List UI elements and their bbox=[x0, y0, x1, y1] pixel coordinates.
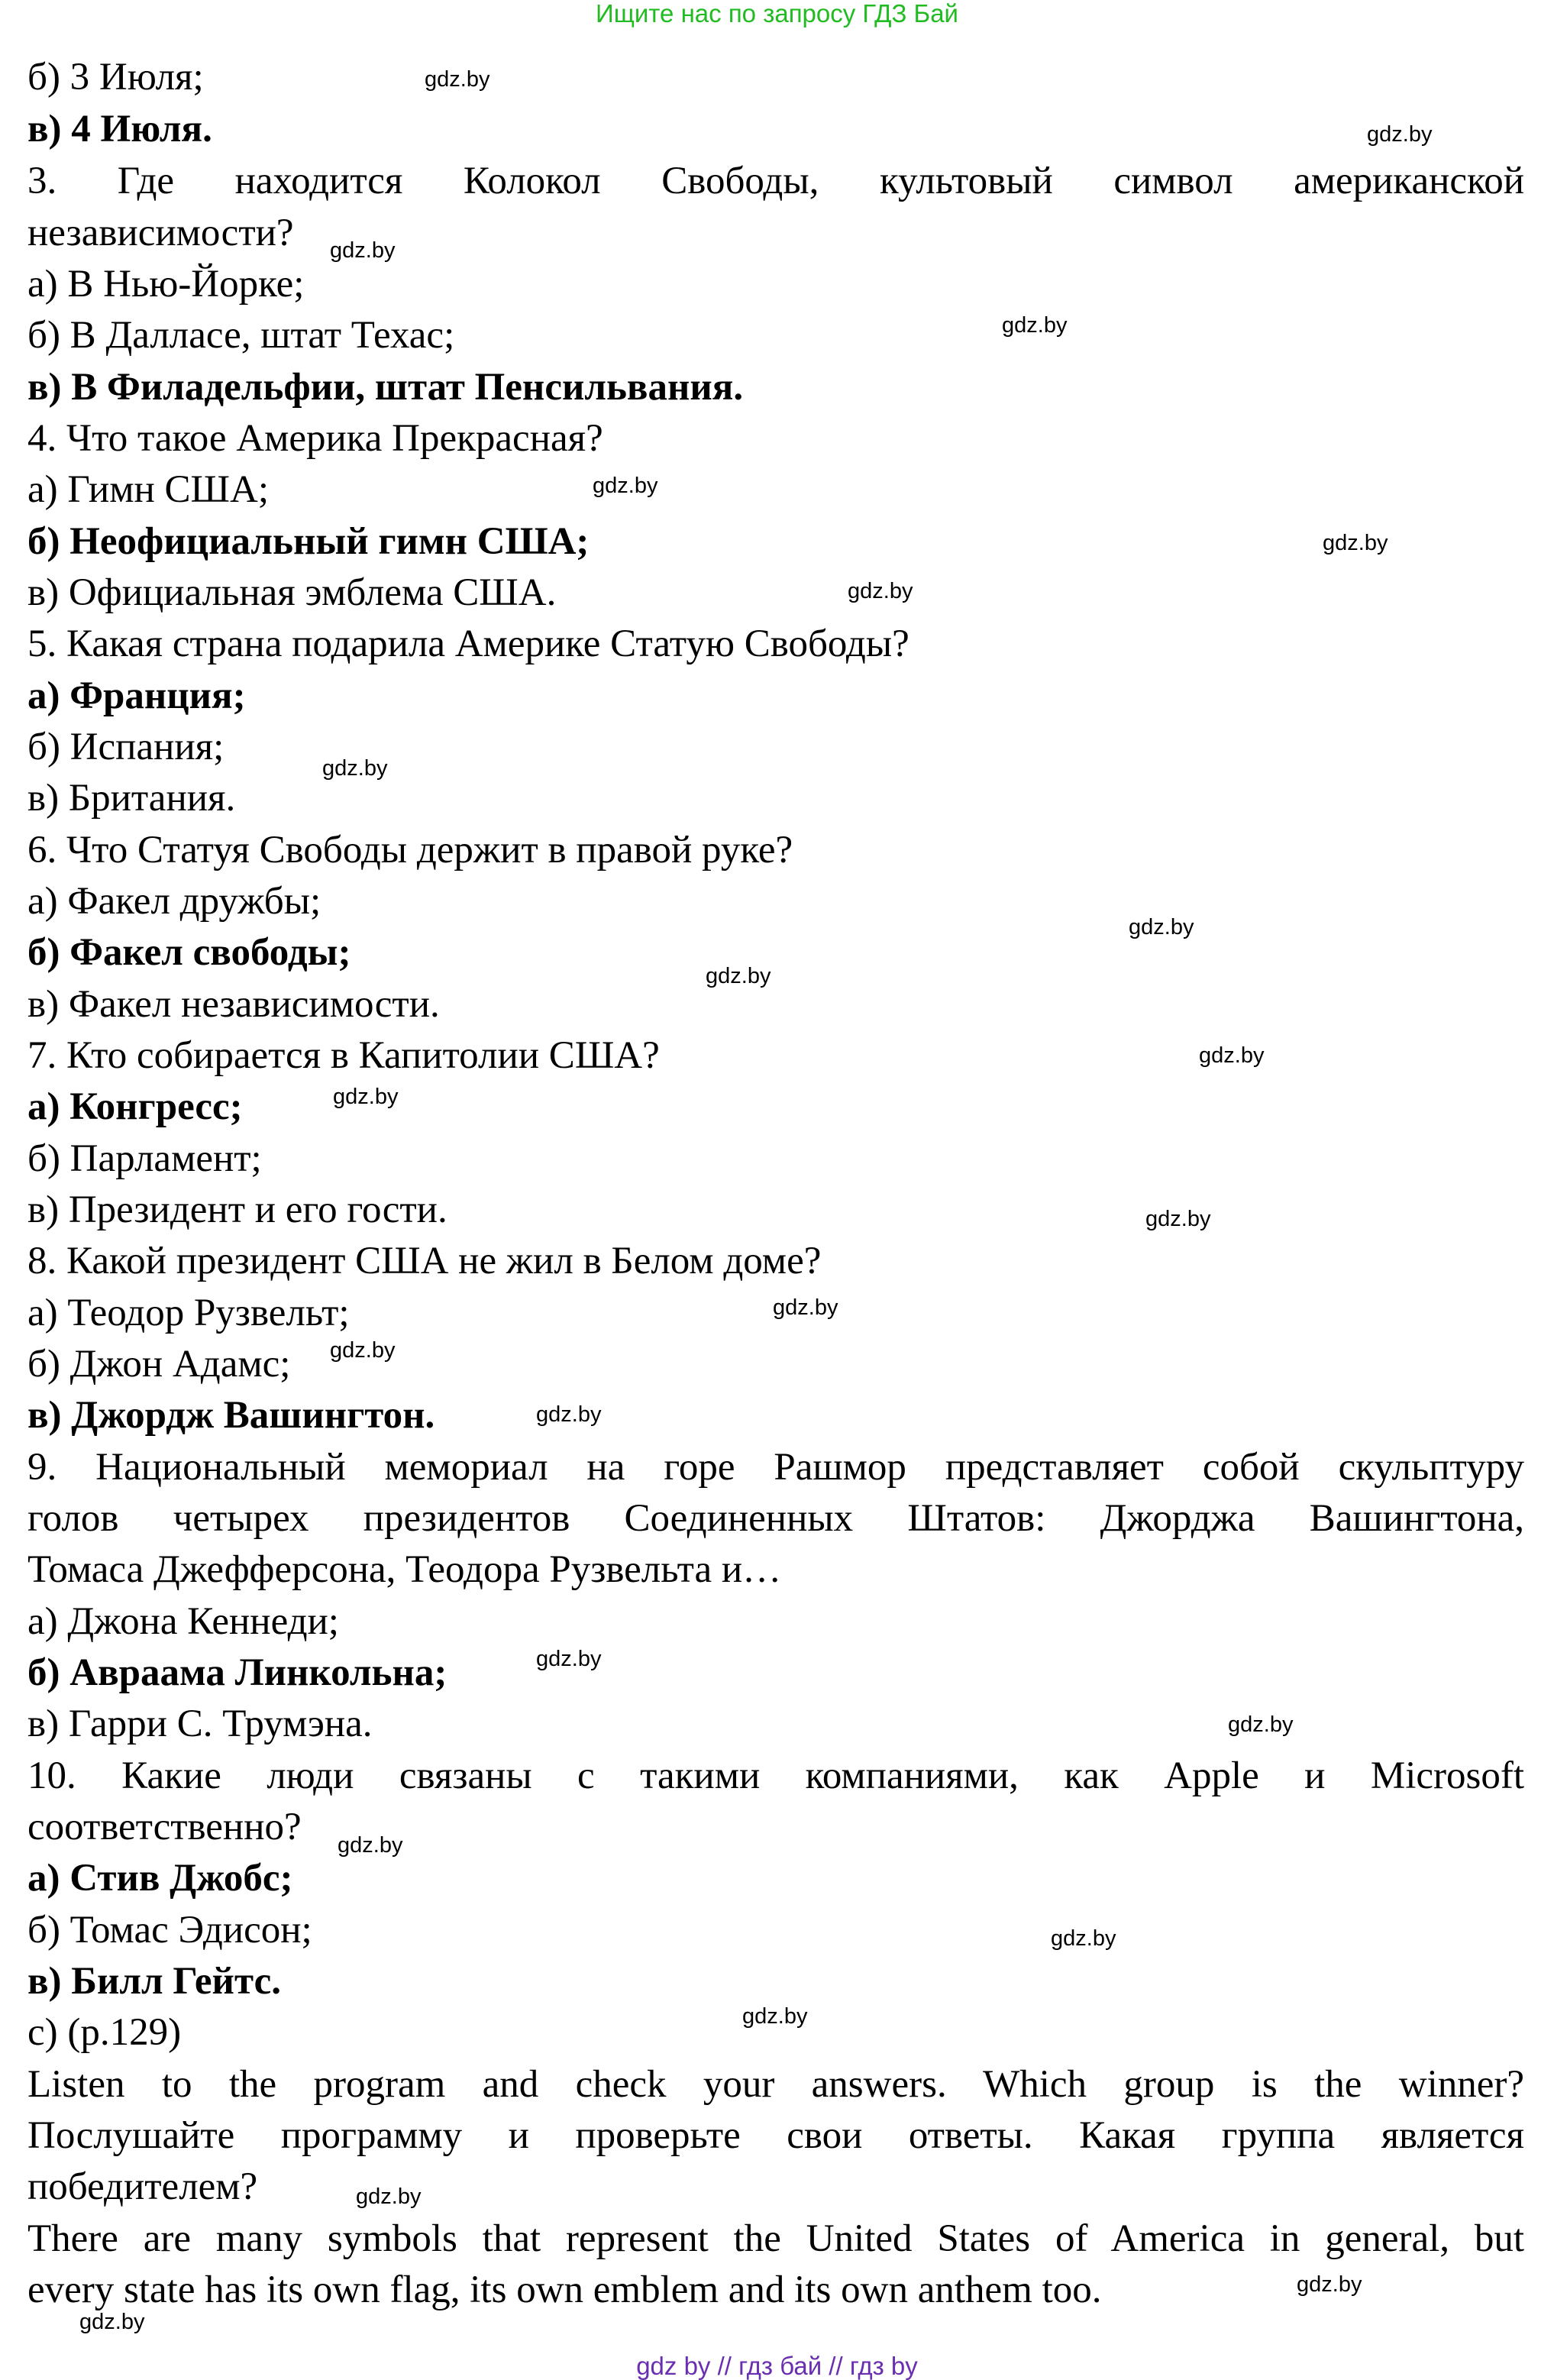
answer-option: а) В Нью-Йорке; bbox=[27, 263, 305, 306]
answer-option: б) Испания; bbox=[27, 726, 225, 768]
answer-option: б) Парламент; bbox=[27, 1137, 262, 1180]
question-10-cont: соответственно? bbox=[27, 1806, 302, 1848]
watermark: gdz.by bbox=[706, 964, 771, 988]
watermark: gdz.by bbox=[333, 1085, 399, 1109]
answer-option: а) Теодор Рузвельт; bbox=[27, 1292, 350, 1334]
watermark: gdz.by bbox=[593, 474, 658, 498]
correct-answer: б) Неофициальный гимн США; bbox=[27, 520, 590, 563]
answer-option: а) Джона Кеннеди; bbox=[27, 1600, 339, 1643]
watermark: gdz.by bbox=[338, 1833, 403, 1858]
watermark: gdz.by bbox=[1199, 1043, 1265, 1068]
correct-answer: в) 4 Июля. bbox=[27, 108, 212, 150]
question-3-cont: независимости? bbox=[27, 212, 294, 254]
task-instruction: Listen to the program and check your answers. Which group is the winner? bbox=[27, 2063, 1524, 2106]
watermark: gdz.by bbox=[742, 2004, 808, 2029]
answer-option: в) Президент и его гости. bbox=[27, 1188, 447, 1231]
watermark: gdz.by bbox=[1323, 531, 1388, 555]
task-translation: Послушайте программу и проверьте свои ответы. Какая группа является bbox=[27, 2114, 1524, 2157]
watermark: gdz.by bbox=[773, 1295, 838, 1320]
watermark: gdz.by bbox=[1145, 1207, 1211, 1231]
answer-option: б) Томас Эдисон; bbox=[27, 1909, 312, 1952]
correct-answer: а) Франция; bbox=[27, 674, 246, 717]
watermark: gdz.by bbox=[1228, 1712, 1294, 1737]
watermark: gdz.by bbox=[330, 1338, 396, 1363]
watermark: gdz.by bbox=[356, 2184, 422, 2209]
correct-answer: а) Стив Джобс; bbox=[27, 1857, 293, 1900]
correct-answer: в) Джордж Вашингтон. bbox=[27, 1394, 435, 1437]
watermark: gdz.by bbox=[79, 2310, 145, 2334]
correct-answer: б) Факел свободы; bbox=[27, 931, 351, 974]
site-header: Ищите нас по запросу ГДЗ Бай bbox=[596, 0, 958, 27]
watermark: gdz.by bbox=[330, 238, 396, 263]
watermark: gdz.by bbox=[1129, 915, 1194, 939]
question-10: 10. Какие люди связаны с такими компаниями, как Apple и Microsoft bbox=[27, 1754, 1524, 1797]
correct-answer: а) Конгресс; bbox=[27, 1085, 243, 1128]
answer-option: в) Гарри С. Трумэна. bbox=[27, 1703, 373, 1745]
question-5: 5. Какая страна подарила Америке Статую Свободы? bbox=[27, 622, 909, 665]
question-8: 8. Какой президент США не жил в Белом доме? bbox=[27, 1240, 822, 1282]
watermark: gdz.by bbox=[848, 579, 913, 603]
watermark: gdz.by bbox=[1367, 122, 1433, 147]
question-9-cont: Томаса Джефферсона, Теодора Рузвельта и… bbox=[27, 1548, 782, 1591]
paragraph: There are many symbols that represent the United States of America in general, but bbox=[27, 2217, 1524, 2260]
answer-option: б) В Далласе, штат Техас; bbox=[27, 314, 455, 357]
question-4: 4. Что такое Америка Прекрасная? bbox=[27, 417, 603, 460]
watermark: gdz.by bbox=[536, 1402, 602, 1427]
answer-option: б) Джон Адамс; bbox=[27, 1343, 291, 1386]
question-9-cont: голов четырех президентов Соединенных Штатов: Джорджа Вашингтона, bbox=[27, 1497, 1524, 1540]
paragraph-cont: every state has its own flag, its own emblem and its own anthem too. bbox=[27, 2268, 1102, 2311]
question-3: 3. Где находится Колокол Свободы, культовый символ американской bbox=[27, 160, 1524, 202]
question-7: 7. Кто собирается в Капитолии США? bbox=[27, 1034, 660, 1077]
section-label: c) (p.129) bbox=[27, 2011, 182, 2054]
question-6: 6. Что Статуя Свободы держит в правой руке? bbox=[27, 829, 793, 871]
site-footer: gdz by // гдз бай // гдз by bbox=[636, 2352, 918, 2380]
watermark: gdz.by bbox=[425, 67, 490, 92]
answer-option: в) Британия. bbox=[27, 777, 236, 820]
correct-answer: б) Авраама Линкольна; bbox=[27, 1651, 447, 1694]
answer-option: в) Официальная эмблема США. bbox=[27, 571, 557, 614]
task-translation-cont: победителем? bbox=[27, 2165, 258, 2208]
answer-option: а) Факел дружбы; bbox=[27, 880, 321, 923]
answer-option: в) Факел независимости. bbox=[27, 983, 440, 1026]
correct-answer: в) Билл Гейтс. bbox=[27, 1960, 281, 2003]
watermark: gdz.by bbox=[1297, 2272, 1362, 2297]
answer-option: б) 3 Июля; bbox=[27, 56, 204, 99]
watermark: gdz.by bbox=[322, 756, 388, 781]
correct-answer: в) В Филадельфии, штат Пенсильвания. bbox=[27, 366, 744, 409]
watermark: gdz.by bbox=[536, 1647, 602, 1671]
watermark: gdz.by bbox=[1051, 1926, 1116, 1951]
watermark: gdz.by bbox=[1002, 313, 1068, 338]
question-9: 9. Национальный мемориал на горе Рашмор представляет собой скульптуру bbox=[27, 1446, 1524, 1489]
answer-option: а) Гимн США; bbox=[27, 468, 269, 511]
